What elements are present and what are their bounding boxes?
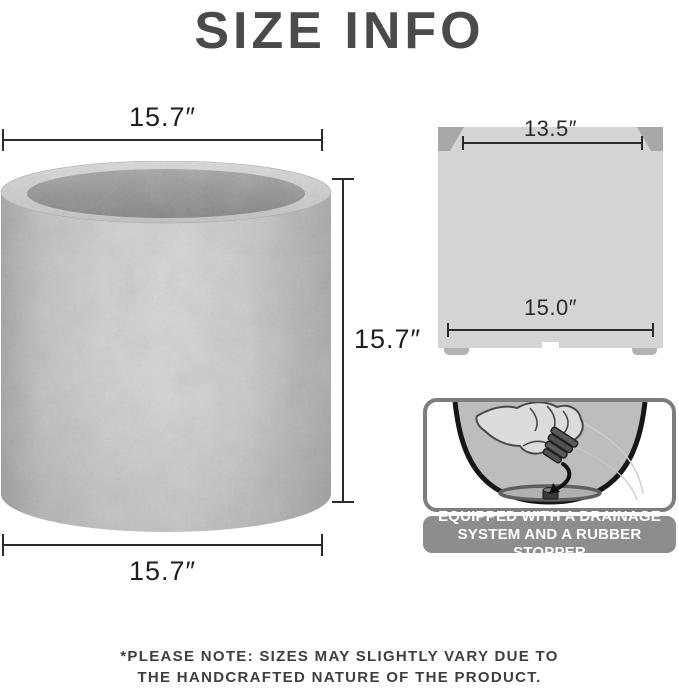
- pot-bottom-width-label: 15.7″: [128, 556, 197, 586]
- drainage-caption-line1: EQUIPPED WITH A DRAINAGE: [438, 507, 661, 525]
- page-title: SIZE INFO: [194, 2, 485, 60]
- pot-foot-left: [444, 348, 469, 355]
- footnote-line2: THE HANDCRAFTED NATURE OF THE PRODUCT.: [137, 669, 542, 686]
- outer-width-dimension-line: [447, 329, 654, 331]
- concrete-pot-photo: [0, 161, 332, 533]
- drainage-hole-notch: [542, 342, 559, 349]
- drainage-illustration: [423, 398, 676, 512]
- footnote-line1: *PLEASE NOTE: SIZES MAY SLIGHTLY VARY DUE TO: [120, 648, 559, 665]
- drainage-feature-card: [423, 398, 676, 561]
- cross-section-diagram: [438, 116, 663, 348]
- pot-height-dimension-line: [342, 178, 344, 503]
- inner-width-label: 13.5″: [523, 116, 578, 141]
- drainage-caption-line2: SYSTEM AND A RUBBER STOPPER: [457, 525, 642, 561]
- pot-top-width-label: 15.7″: [128, 102, 197, 132]
- concrete-texture-fine: [0, 161, 332, 533]
- pot-height-label: 15.7″: [354, 324, 422, 354]
- pot-top-dimension-line: [2, 139, 323, 141]
- outer-width-label: 15.0″: [523, 295, 578, 320]
- pot-foot-right: [632, 348, 657, 355]
- footnote: [0, 646, 679, 688]
- drainage-illustration-drawing: [427, 402, 672, 508]
- pot-bottom-dimension-line: [2, 544, 323, 546]
- drainage-caption-bar: [423, 507, 676, 561]
- inner-width-dimension-line: [462, 142, 643, 144]
